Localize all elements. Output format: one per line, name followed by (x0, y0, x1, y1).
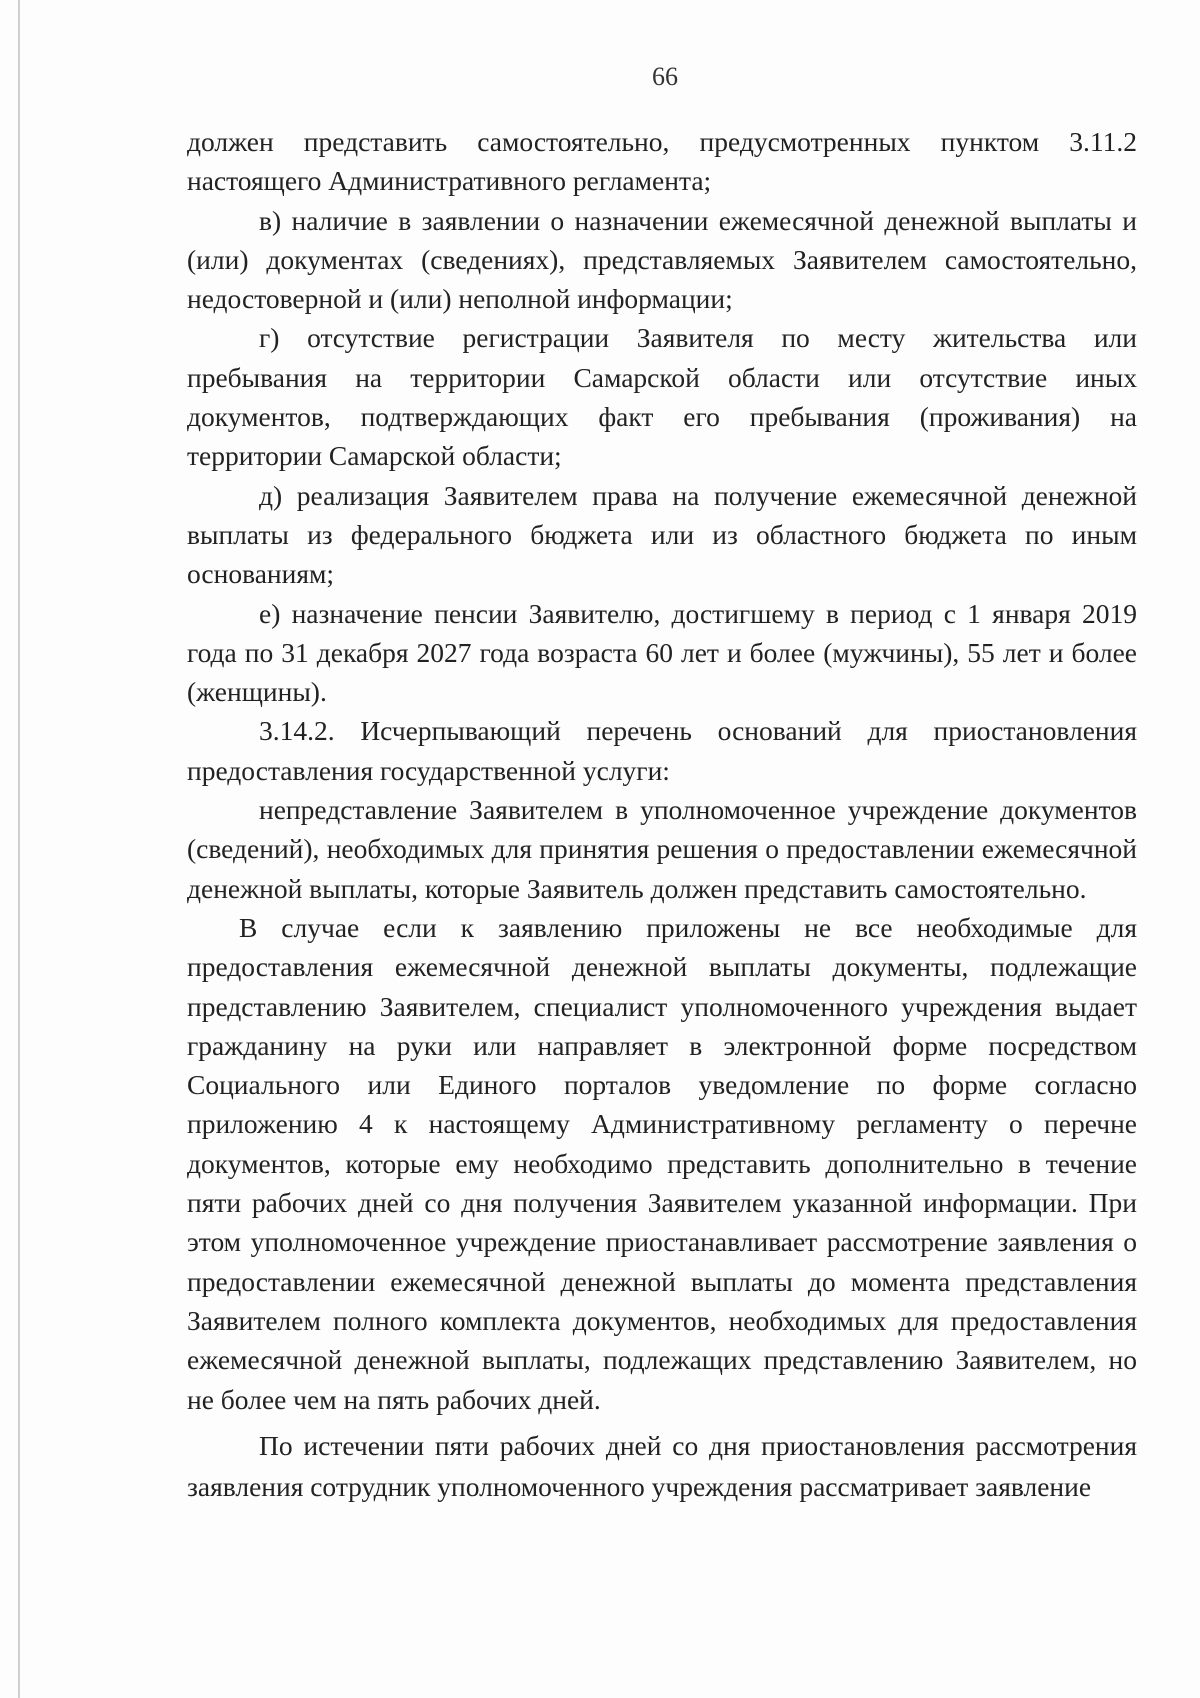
paragraph-item-g: г) отсутствие регистрации Заявителя по месту жительства или пребывания на территории Самарской области или отсутствие иных документов, подтверждающих факт его пребывания (проживания) на территории Самарской области; (187, 322, 1137, 472)
paragraph-section-3-14-2: 3.14.2. Исчерпывающий перечень оснований для приостановления предоставления государственной услуги: (187, 715, 1137, 786)
paragraph-item-d: д) реализация Заявителем права на получение ежемесячной денежной выплаты из федерального бюджета или из областного бюджета по иным основаниям; (187, 479, 1137, 590)
paragraph-incomplete-documents: В случае если к заявлению приложены не все необходимые для предоставления ежемесячной денежной выплаты документы, подлежащие представлению Заявителем, специалист уполномоченного учреждения выдает гражданину на руки или направляет в электронной форме посредством Социального или Единого порталов уведомление по форме согласно приложению 4 к настоящему Административному регламенту о перечне документов, которые ему необходимо представить дополнительно в течение пяти рабочих дней со дня получения Заявителем указанной информации. При этом уполномоченное учреждение приостанавливает рассмотрение заявления о предоставлении ежемесячной денежной выплаты до момента представления Заявителем полного комплекта документов, необходимых для предоставления ежемесячной денежной выплаты, подлежащих представлению Заявителем, но не более чем на пять рабочих дней. (187, 911, 1137, 1415)
paragraph-item-e: е) назначение пенсии Заявителю, достигшему в период с 1 января 2019 года по 31 декабря 2027 года возраста 60 лет и более (мужчины), 55 лет и более (женщины). (187, 597, 1137, 708)
paragraph-continuation: должен представить самостоятельно, предусмотренных пунктом 3.11.2 настоящего Административного регламента; (187, 126, 1137, 197)
document-body (187, 122, 1137, 1507)
scan-edge-line (18, 0, 20, 1698)
paragraph-after-five-days: По истечении пяти рабочих дней со дня приостановления рассмотрения заявления сотрудник уполномоченного учреждения рассматривает заявление (187, 1429, 1137, 1502)
paragraph-item-v: в) наличие в заявлении о назначении ежемесячной денежной выплаты и (или) документах (сведениях), представляемых Заявителем самостоятельно, недостоверной и (или) неполной информации; (187, 204, 1137, 315)
page-number: 66 (652, 62, 678, 91)
paragraph-nonsubmission: непредставление Заявителем в уполномоченное учреждение документов (сведений), необходимых для принятия решения о предоставлении ежемесячной денежной выплаты, которые Заявитель должен представить самостоятельно. (187, 794, 1137, 904)
